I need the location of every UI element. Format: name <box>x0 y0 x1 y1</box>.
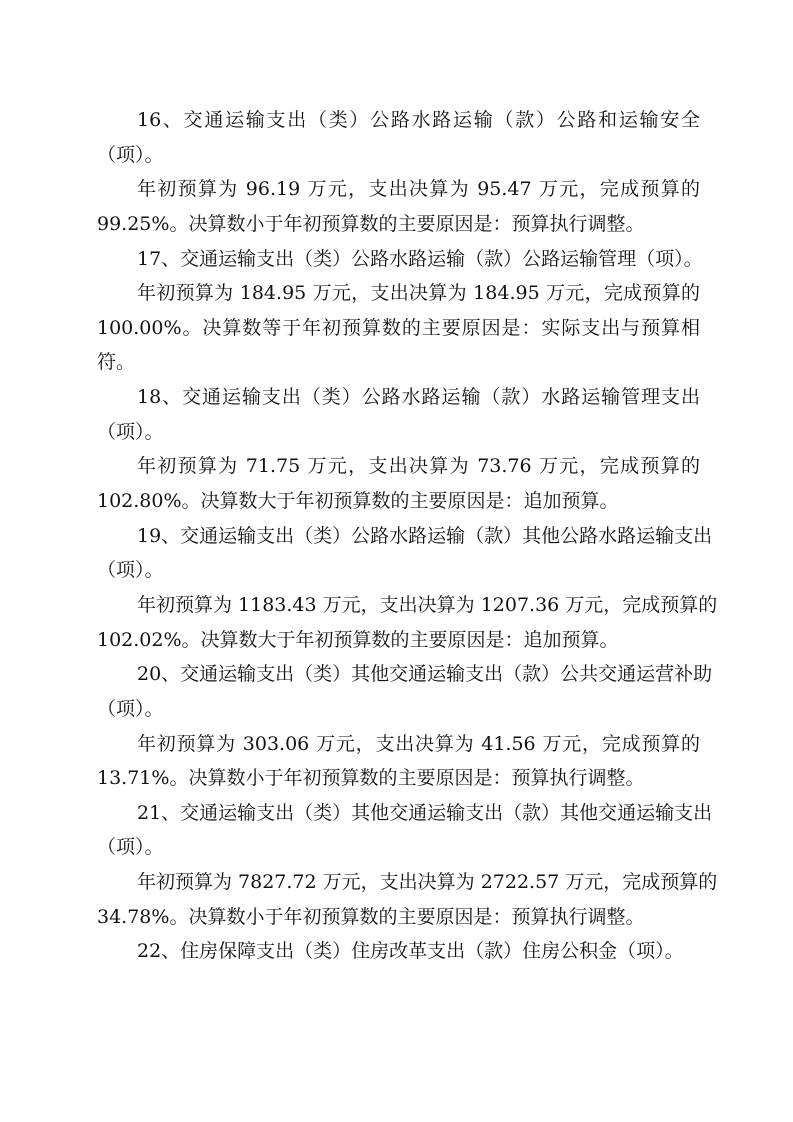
paragraph-line: 102.80%。决算数大于年初预算数的主要原因是：追加预算。 <box>97 490 619 513</box>
paragraph <box>97 242 703 277</box>
paragraph-line: 年初预算为 96.19 万元，支出决算为 95.47 万元，完成预算的 <box>137 178 700 201</box>
paragraph-line: 年初预算为 71.75 万元，支出决算为 73.76 万元，完成预算的 <box>137 455 700 478</box>
paragraph <box>97 934 700 969</box>
paragraph <box>97 727 700 796</box>
paragraph <box>97 657 713 726</box>
paragraph-line: 19、交通运输支出（类）公路水路运输（款）其他公路水路运输支出 <box>137 524 713 547</box>
paragraph-line: （项）。 <box>97 697 164 720</box>
paragraph-line: （项）。 <box>97 836 164 859</box>
paragraph <box>97 380 700 449</box>
paragraph-line: （项）。 <box>97 420 164 443</box>
paragraph <box>97 519 713 588</box>
paragraph-line: 20、交通运输支出（类）其他交通运输支出（款）公共交通运营补助 <box>137 663 713 686</box>
paragraph <box>97 449 700 518</box>
paragraph-line: 17、交通运输支出（类）公路水路运输（款）公路运输管理（项）。 <box>137 247 703 270</box>
paragraph-line: （项）。 <box>97 559 164 582</box>
paragraph-line: 21、交通运输支出（类）其他交通运输支出（款）其他交通运输支出 <box>137 801 713 824</box>
paragraph-line: 100.00%。决算数等于年初预算数的主要原因是：实际支出与预算相 <box>97 316 700 339</box>
paragraph-line: 年初预算为 1183.43 万元，支出决算为 1207.36 万元，完成预算的 <box>137 593 718 616</box>
paragraph-line: 16、交通运输支出（类）公路水路运输（款）公路和运输安全 <box>137 109 700 131</box>
paragraph <box>97 172 700 241</box>
paragraph-line: 102.02%。决算数大于年初预算数的主要原因是：追加预算。 <box>97 628 619 651</box>
paragraph <box>97 103 700 172</box>
paragraph-line: 99.25%。决算数小于年初预算数的主要原因是：预算执行调整。 <box>97 212 645 235</box>
paragraph-line: 年初预算为 303.06 万元，支出决算为 41.56 万元，完成预算的 <box>137 732 700 755</box>
paragraph-line: 18、交通运输支出（类）公路水路运输（款）水路运输管理支出 <box>137 386 700 409</box>
paragraph-line: 34.78%。决算数小于年初预算数的主要原因是：预算执行调整。 <box>97 905 645 928</box>
paragraph-line: （项）。 <box>97 143 164 166</box>
paragraph-line: 年初预算为 184.95 万元，支出决算为 184.95 万元，完成预算的 <box>137 282 700 305</box>
paragraph <box>97 865 718 934</box>
paragraph <box>97 796 713 865</box>
document-page <box>97 103 718 969</box>
paragraph-line: 符。 <box>97 351 136 374</box>
paragraph <box>97 588 718 657</box>
paragraph <box>97 276 700 380</box>
paragraph-line: 13.71%。决算数小于年初预算数的主要原因是：预算执行调整。 <box>97 767 645 790</box>
paragraph-line: 22、住房保障支出（类）住房改革支出（款）住房公积金（项）。 <box>137 940 684 963</box>
paragraph-line: 年初预算为 7827.72 万元，支出决算为 2722.57 万元，完成预算的 <box>137 871 718 894</box>
